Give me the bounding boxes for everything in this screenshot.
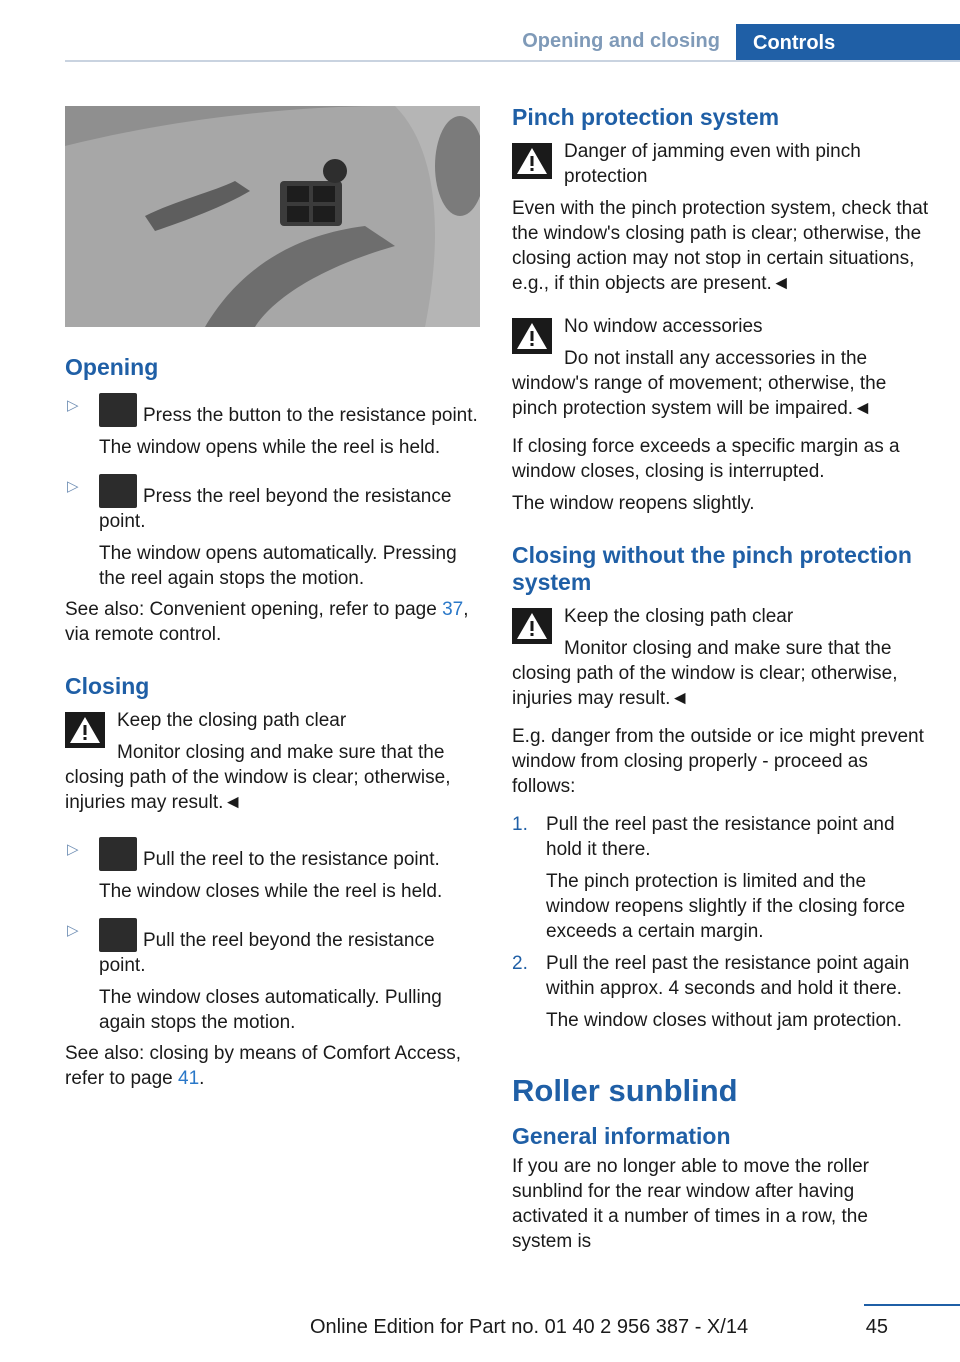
- step-2-number: 2.: [512, 953, 528, 974]
- left-column: [65, 106, 480, 1091]
- pinch-warning-2-body: Do not install any accessories in the window's range of movement; otherwise, the pinch protection system will be impaired.◄: [512, 348, 887, 419]
- opening-item-2-sub: The window opens automatically. Pressing the reel again stops the motion.: [99, 543, 457, 589]
- page-link-41[interactable]: 41: [178, 1068, 200, 1089]
- opening-item-1: [65, 393, 480, 460]
- step-1-number: 1.: [512, 814, 528, 835]
- pinch-warning-2: [512, 314, 932, 421]
- window-switch-icon: [99, 474, 137, 508]
- door-panel-image: [65, 106, 480, 327]
- closing-item-2: [65, 918, 480, 1035]
- closing-item-2-text: Pull the reel beyond the resistance point.: [99, 930, 435, 976]
- step-1-sub: The pinch protection is limited and the window reopens slightly if the closing force exceeds a certain margin.: [546, 871, 906, 942]
- see-also-opening: See also: Convenient opening, refer to page 37, via remote control.: [65, 599, 469, 645]
- see-also-closing: See also: closing by means of Comfort Access, refer to page 41.: [65, 1043, 462, 1089]
- pinch-warning-1: [512, 139, 932, 296]
- pinch-protection-heading: Pinch protection system: [512, 104, 780, 130]
- page-link-37[interactable]: 37: [442, 599, 464, 620]
- danger-paragraph: E.g. danger from the outside or ice might prevent window from closing properly - proceed as follows:: [512, 726, 924, 797]
- step-2-text: Pull the reel past the resistance point again within approx. 4 seconds and hold it there.: [546, 953, 910, 999]
- closing-force-paragraph: If closing force exceeds a specific margin as a window closes, closing is interrupted.: [512, 436, 900, 482]
- step-1-text: Pull the reel past the resistance point and hold it there.: [546, 814, 895, 860]
- general-information-heading: General information: [512, 1123, 731, 1149]
- window-switch-icon: [99, 918, 137, 952]
- roller-sunblind-heading: Roller sunblind: [512, 1073, 738, 1108]
- opening-item-1-text: Press the button to the resistance point.: [143, 405, 478, 426]
- right-column: [512, 104, 932, 1254]
- bullet-triangle-icon: ▷: [67, 922, 79, 939]
- closing-warning: [65, 708, 480, 815]
- no-pinch-warning-title: Keep the closing path clear: [564, 606, 794, 627]
- no-pinch-heading: Closing without the pinch protection system: [512, 542, 912, 595]
- opening-item-2: [65, 474, 480, 591]
- step-1: [512, 812, 932, 944]
- door-switch-photo: [65, 106, 480, 327]
- step-2: [512, 951, 932, 1033]
- closing-warning-title: Keep the closing path clear: [117, 710, 347, 731]
- header-section-title: Opening and closing: [522, 30, 720, 52]
- reopens-paragraph: The window reopens slightly.: [512, 493, 755, 514]
- window-switch-icon: [99, 393, 137, 427]
- bullet-triangle-icon: ▷: [67, 841, 79, 858]
- opening-item-2-text: Press the reel beyond the resistance point.: [99, 486, 452, 532]
- footer-rule: [864, 1304, 960, 1306]
- pinch-warning-2-title: No window accessories: [564, 316, 763, 337]
- header-rule: [65, 60, 960, 62]
- warning-triangle-icon: [65, 712, 105, 748]
- no-pinch-warning: [512, 604, 932, 711]
- opening-heading: Opening: [65, 354, 159, 380]
- window-switch-icon: [99, 837, 137, 871]
- no-pinch-warning-body: Monitor closing and make sure that the closing path of the window is clear; otherwise, injuries may result.◄: [512, 638, 898, 709]
- warning-triangle-icon: [512, 318, 552, 354]
- bullet-triangle-icon: ▷: [67, 397, 79, 414]
- closing-item-1-text: Pull the reel to the resistance point.: [143, 849, 440, 870]
- closing-heading: Closing: [65, 673, 150, 699]
- pinch-warning-1-body: Even with the pinch protection system, check that the window's closing path is clear; otherwise, the closing action may not stop in certain situations, e.g., if thin objects are present.◄: [512, 198, 929, 294]
- closing-item-1-sub: The window closes while the reel is held.: [99, 881, 443, 902]
- warning-triangle-icon: [512, 143, 552, 179]
- general-information-body: If you are no longer able to move the roller sunblind for the rear window after having activated it a number of times in a row, the system is: [512, 1156, 869, 1252]
- pinch-warning-1-title: Danger of jamming even with pinch protection: [564, 141, 861, 187]
- warning-triangle-icon: [512, 608, 552, 644]
- closing-warning-body: Monitor closing and make sure that the closing path of the window is clear; otherwise, injuries may result.◄: [65, 742, 451, 813]
- opening-item-1-sub: The window opens while the reel is held.: [99, 437, 441, 458]
- closing-item-1: [65, 837, 480, 904]
- closing-item-2-sub: The window closes automatically. Pulling again stops the motion.: [99, 987, 442, 1033]
- page-number: 45: [865, 1316, 888, 1338]
- step-2-sub: The window closes without jam protection.: [546, 1010, 902, 1031]
- header-tab-controls: Controls: [736, 24, 960, 62]
- bullet-triangle-icon: ▷: [67, 478, 79, 495]
- edition-footer: Online Edition for Part no. 01 40 2 956 387 - X/14: [310, 1316, 749, 1338]
